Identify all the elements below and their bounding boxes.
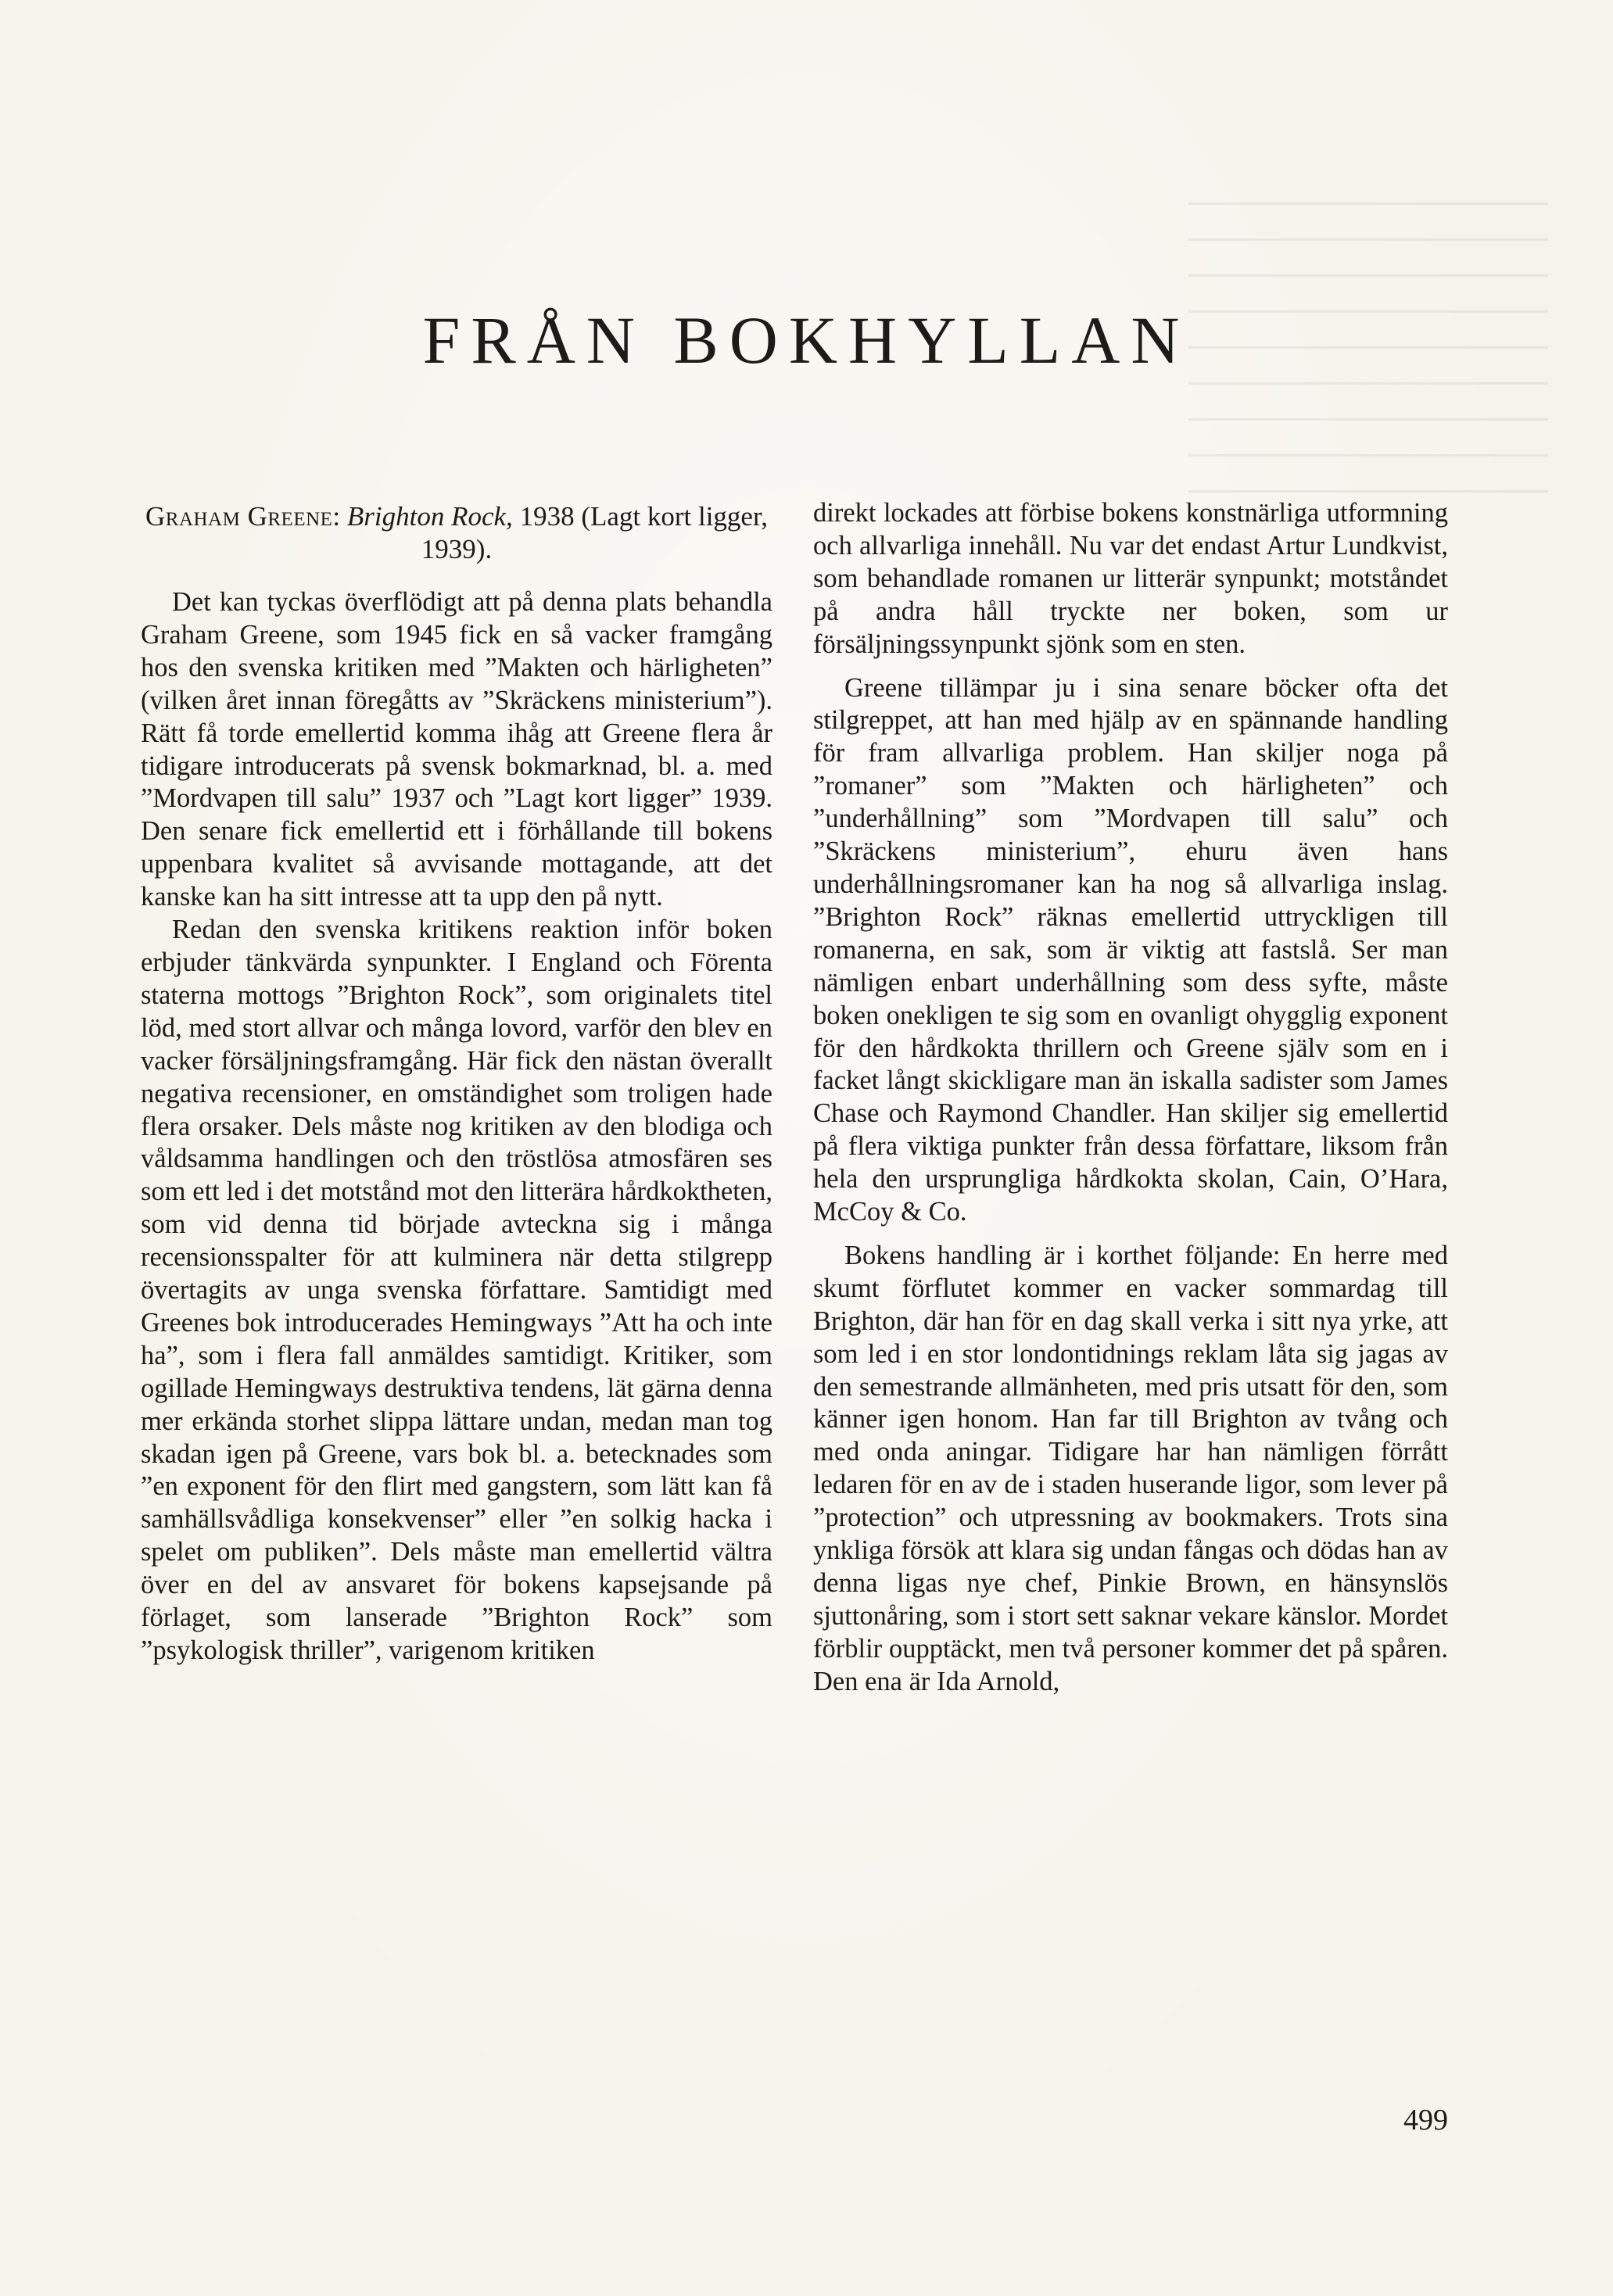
right-paragraph-1: direkt lockades att förbise bokens konstnärliga utformning och allvarliga innehåll. Nu var det endast Artur Lundkvist, som behandlade romanen ur litterär synpunkt; motståndet på andra håll tryckte ner boken, som ur försäljningssynpunkt sjönk som en sten. bbox=[813, 498, 1448, 659]
right-paragraph-3: Bokens handling är i korthet följande: En herre med skumt förflutet kommer en vacker sommardag till Brighton, där han för en dag skall verka i sitt nya yrke, att som led i en stor londontidnings reklam låta sig jagas av den semestrande allmänheten, med pris utsatt för den, som känner igen honom. Han far till Brighton av tvång och med onda aningar. Tidigare har han nämligen förrått ledaren för en av de i staden huserande ligor, som lever på ”protection” och utpressning av bookmakers. Trots sina ynkliga försök att klara sig undan fångas och dödas han av denna ligas nye chef, Pinkie Brown, en hänsynslös sjuttonåring, som i stort sett saknar vekare känslor. Mordet förblir oupptäckt, men två personer kommer det på spåren. Den ena är Ida Arnold, bbox=[813, 1240, 1448, 1696]
review-heading bbox=[141, 500, 772, 566]
review-separator: : bbox=[332, 501, 341, 532]
right-paragraph-2: Greene tillämpar ju i sina senare böcker ofta det stilgreppet, att han med hjälp av en spännande handling för fram allvarliga problem. Han skiljer noga på ”romaner” som ”Makten och härligheten” och ”underhållning” som ”Mordvapen till salu” och ”Skräckens ministerium”, ehuru även hans underhållningsromaner kan ha nog så allvarliga inslag. ”Brighton Rock” räknas emellertid uttryckligen till romanerna, en sak, som är viktig att fastslå. Ser man nämligen enbart underhållning som dess syfte, måste boken onekligen te sig som en ovanligt ohygglig exponent för den hårdkokta thrillern och Greene själv som en i facket långt skickligare man än iskalla sadister som James Chase och Raymond Chandler. Han skiljer sig emellertid på flera viktiga punkter från dessa författare, liksom från hela den ursprungliga hårdkokta skolan, Cain, O’Hara, McCoy & Co. bbox=[813, 672, 1448, 1227]
left-column bbox=[141, 500, 772, 1667]
right-column bbox=[813, 497, 1448, 1699]
left-paragraph-2: Redan den svenska kritikens reaktion inför boken erbjuder tänkvärda synpunkter. I England och Förenta staterna mottogs ”Brighton Rock”, som originalets titel löd, med stort allvar och många lovord, varför den blev en vacker försäljningsframgång. Här fick den nästan överallt negativa recensioner, en omständighet som troligen hade flera orsaker. Dels måste nog kritiken av den blodiga och våldsamma handlingen och den tröstlösa atmosfären ses som ett led i det motstånd mot den litterära hårdkoktheten, som vid denna tid började avteckna sig i många recensionsspalter för att kulminera när detta stilgrepp övertagits av unga svenska författare. Samtidigt med Greenes bok introducerades Hemingways ”Att ha och inte ha”, som i flera fall anmäldes samtidigt. Kritiker, som ogillade Hemingways destruktiva tendens, lät gärna denna mer erkända storhet slippa lättare undan, medan man tog skadan igen på Greene, vars bok bl. a. betecknades som ”en exponent för den flirt med gangstern, som lätt kan få samhällsvådliga konsekvenser” eller ”en solkig hacka i spelet om publiken”. Dels måste man emellertid vältra över en del av ansvaret för bokens kapsejsande på förlaget, som lanserade ”Brighton Rock” som ”psykologisk thriller”, varigenom kritiken bbox=[141, 915, 772, 1665]
review-book-title: Brighton Rock, bbox=[346, 501, 513, 532]
review-author: Graham Greene bbox=[145, 501, 333, 532]
page-number: 499 bbox=[1403, 2104, 1448, 2137]
left-paragraph-1: Det kan tyckas överflödigt att på denna plats behandla Graham Greene, som 1945 fick en så vacker framgång hos den svenska kritiken med ”Makten och härligheten” (vilken året innan föregåtts av ”Skräckens ministerium”). Rätt få torde emellertid komma ihåg att Greene flera år tidigare introducerats på svensk bokmarknad, bl. a. med ”Mordvapen till salu” 1937 och ”Lagt kort ligger” 1939. Den senare fick emellertid ett i förhållande till bokens uppenbara kvalitet så avvisande mottagande, att det kanske kan ha sitt intresse att ta upp den på nytt. bbox=[141, 587, 772, 912]
review-publication: 1938 (Lagt kort ligger, 1939). bbox=[421, 501, 768, 564]
section-title: FRÅN BOKHYLLAN bbox=[422, 303, 1191, 378]
